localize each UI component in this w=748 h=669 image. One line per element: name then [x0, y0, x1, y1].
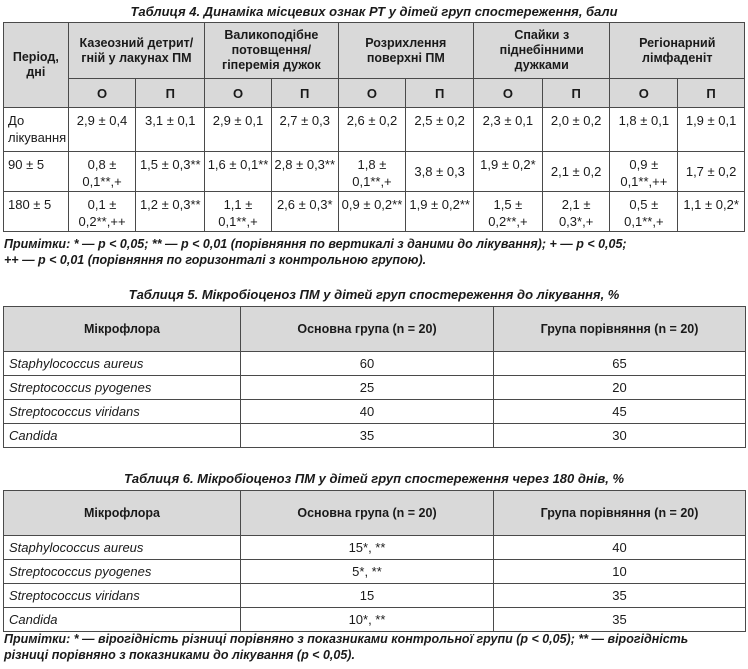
value-cell: 10*, ** — [241, 608, 494, 632]
table-row — [4, 352, 746, 376]
column-header: Основна група (n = 20) — [241, 491, 494, 536]
group-header-adhesions: Спайки з піднебінними дужками — [474, 23, 610, 79]
value-cell: 5*, ** — [241, 560, 494, 584]
group-header-lymphadenitis: Регіонарний лімфаденіт — [610, 23, 745, 79]
value-cell: 1,1 ± 0,1**,+ — [205, 192, 272, 232]
table-row — [4, 584, 746, 608]
subheader-p: П — [136, 79, 205, 108]
period-cell: До лікування — [4, 108, 69, 152]
value-cell: 0,9 ± 0,2** — [338, 192, 406, 232]
period-header: Період, дні — [4, 23, 69, 108]
value-cell: 2,0 ± 0,2 — [542, 108, 610, 152]
period-cell: 90 ± 5 — [4, 152, 69, 192]
organism-cell: Streptococcus pyogenes — [4, 376, 241, 400]
table5-caption: Таблиця 5. Мікробіоценоз ПМ у дітей груп спостереження до лікування, % — [128, 287, 620, 302]
value-cell: 1,6 ± 0,1** — [205, 152, 272, 192]
value-cell: 35 — [241, 424, 494, 448]
value-cell: 20 — [494, 376, 746, 400]
value-cell: 25 — [241, 376, 494, 400]
organism-cell: Staphylococcus aureus — [4, 352, 241, 376]
value-cell: 1,9 ± 0,2* — [474, 152, 543, 192]
value-cell: 15*, ** — [241, 536, 494, 560]
value-cell: 30 — [494, 424, 746, 448]
notes-line: ++ — p < 0,01 (порівняння по горизонталі з контрольною групою). — [4, 253, 427, 267]
value-cell: 45 — [494, 400, 746, 424]
table6 — [3, 490, 746, 632]
value-cell: 15 — [241, 584, 494, 608]
group-header-thickening: Валикоподібне потовщення/гіперемія дужок — [205, 23, 338, 79]
table5 — [3, 306, 746, 448]
value-cell: 3,1 ± 0,1 — [136, 108, 205, 152]
subheader-p: П — [542, 79, 610, 108]
subheader-p: П — [406, 79, 474, 108]
subheader-o: О — [474, 79, 543, 108]
subheader-p: П — [271, 79, 338, 108]
value-cell: 35 — [494, 584, 746, 608]
value-cell: 60 — [241, 352, 494, 376]
table-row — [4, 608, 746, 632]
value-cell: 1,5 ± 0,3** — [136, 152, 205, 192]
value-cell: 35 — [494, 608, 746, 632]
organism-cell: Streptococcus viridans — [4, 400, 241, 424]
table-row — [4, 560, 746, 584]
table-row — [4, 424, 746, 448]
value-cell: 2,8 ± 0,3** — [271, 152, 338, 192]
value-cell: 2,9 ± 0,1 — [205, 108, 272, 152]
organism-cell: Streptococcus pyogenes — [4, 560, 241, 584]
organism-cell: Candida — [4, 608, 241, 632]
value-cell: 1,8 ± 0,1 — [610, 108, 678, 152]
value-cell: 2,6 ± 0,3* — [271, 192, 338, 232]
column-header: Група порівняння (n = 20) — [494, 491, 746, 536]
value-cell: 1,5 ± 0,2**,+ — [474, 192, 543, 232]
table6-notes — [4, 631, 746, 663]
table-row — [4, 108, 745, 152]
column-header: Мікрофлора — [4, 491, 241, 536]
value-cell: 2,6 ± 0,2 — [338, 108, 406, 152]
value-cell: 1,8 ± 0,1**,+ — [338, 152, 406, 192]
table-row — [4, 400, 746, 424]
value-cell: 0,5 ± 0,1**,+ — [610, 192, 678, 232]
table-row — [4, 192, 745, 232]
value-cell: 3,8 ± 0,3 — [406, 152, 474, 192]
subheader-o: О — [610, 79, 678, 108]
value-cell: 2,1 ± 0,2 — [542, 152, 610, 192]
value-cell: 10 — [494, 560, 746, 584]
subheader-o: О — [338, 79, 406, 108]
notes-line: різниці порівняно з показниками до лікування (p < 0,05). — [4, 648, 355, 662]
table4-caption: Таблиця 4. Динаміка місцевих ознак РТ у дітей груп спостереження, бали — [130, 4, 618, 19]
table4 — [3, 22, 745, 232]
value-cell: 40 — [494, 536, 746, 560]
organism-cell: Staphylococcus aureus — [4, 536, 241, 560]
value-cell: 0,8 ± 0,1**,+ — [68, 152, 136, 192]
value-cell: 65 — [494, 352, 746, 376]
column-header: Мікрофлора — [4, 307, 241, 352]
table6-caption: Таблиця 6. Мікробіоценоз ПМ у дітей груп спостереження через 180 днів, % — [123, 471, 625, 486]
table4-notes — [4, 236, 746, 268]
value-cell: 2,3 ± 0,1 — [474, 108, 543, 152]
value-cell: 2,9 ± 0,4 — [68, 108, 136, 152]
value-cell: 1,1 ± 0,2* — [678, 192, 745, 232]
subheader-p: П — [678, 79, 745, 108]
value-cell: 2,5 ± 0,2 — [406, 108, 474, 152]
value-cell: 1,9 ± 0,1 — [678, 108, 745, 152]
value-cell: 1,2 ± 0,3** — [136, 192, 205, 232]
subheader-o: О — [68, 79, 136, 108]
subheader-o: О — [205, 79, 272, 108]
column-header: Група порівняння (n = 20) — [494, 307, 746, 352]
value-cell: 40 — [241, 400, 494, 424]
value-cell: 2,7 ± 0,3 — [271, 108, 338, 152]
group-header-loosening: Розрихлення поверхні ПМ — [338, 23, 473, 79]
table-row — [4, 376, 746, 400]
value-cell: 1,7 ± 0,2 — [678, 152, 745, 192]
organism-cell: Candida — [4, 424, 241, 448]
organism-cell: Streptococcus viridans — [4, 584, 241, 608]
period-cell: 180 ± 5 — [4, 192, 69, 232]
table-row — [4, 152, 745, 192]
value-cell: 0,9 ± 0,1**,++ — [610, 152, 678, 192]
value-cell: 0,1 ± 0,2**,++ — [68, 192, 136, 232]
notes-line: Примітки: * — вірогідність різниці порівняно з показниками контрольної групи (p < 0,05); ** — вірогідність — [4, 632, 689, 646]
column-header: Основна група (n = 20) — [241, 307, 494, 352]
group-header-caseous: Казеозний детрит/гній у лакунах ПМ — [68, 23, 204, 79]
value-cell: 1,9 ± 0,2** — [406, 192, 474, 232]
table-row — [4, 536, 746, 560]
value-cell: 2,1 ± 0,3*,+ — [542, 192, 610, 232]
notes-line: Примітки: * — p < 0,05; ** — p < 0,01 (порівняння по вертикалі з даними до лікування); + — p < 0,05; — [4, 237, 627, 251]
